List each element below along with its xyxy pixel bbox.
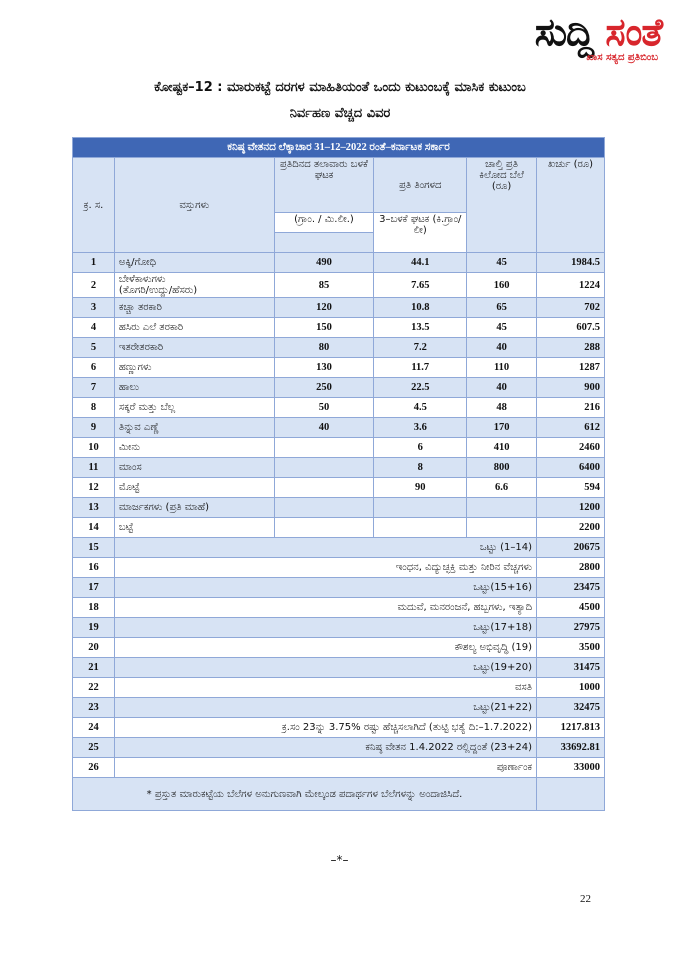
- monthly-qty: 44.1: [374, 253, 467, 273]
- item-name: ಸಕ್ಕರೆ ಮತ್ತು ಬೆಲ್ಲ: [114, 398, 274, 418]
- row-cost: 6400: [537, 458, 605, 478]
- row-cost: 2200: [537, 518, 605, 538]
- row-sno: 19: [73, 618, 115, 638]
- row-cost: 2800: [537, 558, 605, 578]
- row-sno: 15: [73, 538, 115, 558]
- row-sno: 20: [73, 638, 115, 658]
- summary-row: [73, 558, 605, 578]
- summary-label: ಒಟ್ಟು(15+16): [114, 578, 536, 598]
- row-sno: 6: [73, 358, 115, 378]
- end-mark: –*–: [330, 853, 349, 867]
- row-cost: 607.5: [537, 318, 605, 338]
- header-monthly: ಪ್ರತಿ ತಿಂಗಳದ: [374, 158, 467, 213]
- row-sno: 12: [73, 478, 115, 498]
- unit-price: 6.6: [467, 478, 537, 498]
- daily-qty: [274, 458, 374, 478]
- daily-qty: 80: [274, 338, 374, 358]
- summary-label: ವಸತಿ: [114, 678, 536, 698]
- item-name: ಹಣ್ಣುಗಳು: [114, 358, 274, 378]
- unit-price: 40: [467, 338, 537, 358]
- unit-price: 40: [467, 378, 537, 398]
- monthly-qty: [374, 498, 467, 518]
- monthly-qty: 13.5: [374, 318, 467, 338]
- summary-label: ಒಟ್ಟು(21+22): [114, 698, 536, 718]
- header-daily: ಪ್ರತಿದಿನದ ತಲಾವಾರು ಬಳಕೆ ಘಟಕ: [274, 158, 374, 213]
- monthly-qty: 8: [374, 458, 467, 478]
- row-cost: 33000: [537, 758, 605, 778]
- unit-price: [467, 518, 537, 538]
- item-name: ಹಾಲು: [114, 378, 274, 398]
- summary-row: [73, 638, 605, 658]
- item-name: ಇತರೇತರಕಾರಿ: [114, 338, 274, 358]
- row-cost: 1287: [537, 358, 605, 378]
- unit-price: 48: [467, 398, 537, 418]
- item-name: ಕಚ್ಚಾ ತರಕಾರಿ: [114, 298, 274, 318]
- item-name: ಬಟ್ಟೆ: [114, 518, 274, 538]
- table-row: [73, 298, 605, 318]
- daily-qty: 120: [274, 298, 374, 318]
- table-row: [73, 273, 605, 298]
- item-name: ಮೊಟ್ಟೆ: [114, 478, 274, 498]
- daily-qty: [274, 498, 374, 518]
- daily-qty: 85: [274, 273, 374, 298]
- item-name: ಮಾರ್ಜಕಗಳು (ಪ್ರತಿ ಮಾಹೆ): [114, 498, 274, 518]
- header-monthly-unit: 3–ಬಳಕೆ ಘಟಕ (ಕಿ.ಗ್ರಾಂ/ಲೀ): [374, 213, 467, 253]
- page-title-line2: ನಿರ್ವಹಣ ವೆಚ್ಚದ ವಿವರ: [289, 106, 391, 121]
- row-cost: 31475: [537, 658, 605, 678]
- table-row: [73, 418, 605, 438]
- summary-label: ಒಟ್ಟು(19+20): [114, 658, 536, 678]
- row-sno: 21: [73, 658, 115, 678]
- row-sno: 1: [73, 253, 115, 273]
- summary-label: ಕನಿಷ್ಠ ವೇತನ 1.4.2022 ರಲ್ಲಿದ್ದಂತೆ (23+24): [114, 738, 536, 758]
- table-row: [73, 338, 605, 358]
- monthly-qty: 90: [374, 478, 467, 498]
- item-name: ಅಕ್ಕಿ/ಗೋಧಿ: [114, 253, 274, 273]
- row-sno: 2: [73, 273, 115, 298]
- page-number: 22: [580, 893, 591, 905]
- daily-qty: 130: [274, 358, 374, 378]
- row-sno: 9: [73, 418, 115, 438]
- table-row: [73, 438, 605, 458]
- summary-row: [73, 738, 605, 758]
- summary-label: ಮದುವೆ, ಮನರಂಜನೆ, ಹಬ್ಬಗಳು, ಇತ್ಯಾದಿ: [114, 598, 536, 618]
- monthly-qty: 3.6: [374, 418, 467, 438]
- item-name: ಮೀನು: [114, 438, 274, 458]
- row-cost: 1217.813: [537, 718, 605, 738]
- row-sno: 11: [73, 458, 115, 478]
- header-daily-unit: (ಗ್ರಾಂ. / ಮಿ.ಲೀ.): [274, 213, 374, 233]
- monthly-qty: 7.2: [374, 338, 467, 358]
- unit-price: 110: [467, 358, 537, 378]
- unit-price: 65: [467, 298, 537, 318]
- row-cost: 27975: [537, 618, 605, 638]
- table-row: [73, 358, 605, 378]
- header-cost: ಖರ್ಚು (ರೂ): [537, 158, 605, 253]
- item-name: ಮಾಂಸ: [114, 458, 274, 478]
- table-row: [73, 498, 605, 518]
- row-cost: 3500: [537, 638, 605, 658]
- row-sno: 24: [73, 718, 115, 738]
- summary-label: ಒಟ್ಟು(17+18): [114, 618, 536, 638]
- row-cost: 702: [537, 298, 605, 318]
- summary-row: [73, 678, 605, 698]
- monthly-qty: [374, 518, 467, 538]
- header-price: ಚಾಲ್ತಿ ಪ್ರತಿ ಕಿಲೋದ ಬೆಲೆ (ರೂ): [467, 158, 537, 253]
- row-sno: 26: [73, 758, 115, 778]
- row-cost: 4500: [537, 598, 605, 618]
- row-cost: 1984.5: [537, 253, 605, 273]
- row-cost: 612: [537, 418, 605, 438]
- row-cost: 2460: [537, 438, 605, 458]
- row-cost: 23475: [537, 578, 605, 598]
- table-row: [73, 398, 605, 418]
- summary-row: [73, 698, 605, 718]
- monthly-qty: 7.65: [374, 273, 467, 298]
- item-name: ಬೇಳೆಕಾಳುಗಳು (ತೊಗರಿ/ಉದ್ದು/ಹೆಸರು): [114, 273, 274, 298]
- page-title-line1: ಕೋಷ್ಟಕ–12 : ಮಾರುಕಟ್ಟೆ ದರಗಳ ಮಾಹಿತಿಯಂತೆ ಒಂದು ಕುಟುಂಬಕ್ಕೆ ಮಾಸಿಕ ಕುಟುಂಬ: [154, 80, 526, 95]
- row-sno: 18: [73, 598, 115, 618]
- daily-qty: [274, 518, 374, 538]
- table-footnote: * ಪ್ರಸ್ತುತ ಮಾರುಕಟ್ಟೆಯ ಬೆಲೆಗಳ ಅನುಗುಣವಾಗಿ ಮೇಲ್ಕಂಡ ಪದಾರ್ಥಗಳ ಬೆಲೆಗಳನ್ನು ಅಂದಾಜಿಸಿದೆ.: [73, 778, 537, 811]
- logo-tagline: ಖಾಸ ಸತ್ಯದ ಪ್ರತಿಬಿಂಬ: [586, 52, 658, 63]
- table-row: [73, 253, 605, 273]
- row-cost: 216: [537, 398, 605, 418]
- row-cost: 1224: [537, 273, 605, 298]
- row-sno: 23: [73, 698, 115, 718]
- summary-row: [73, 758, 605, 778]
- row-cost: 1000: [537, 678, 605, 698]
- summary-label: ಕ್ರ.ಸಂ 23ನ್ನು 3.75% ರಷ್ಟು ಹೆಚ್ಚಿಸಲಾಗಿದೆ (ತುಟ್ಟಿ ಭತ್ಯೆ ದಿ:–1.7.2022): [114, 718, 536, 738]
- row-sno: 16: [73, 558, 115, 578]
- unit-price: 45: [467, 318, 537, 338]
- row-sno: 22: [73, 678, 115, 698]
- monthly-qty: 6: [374, 438, 467, 458]
- row-sno: 8: [73, 398, 115, 418]
- row-sno: 14: [73, 518, 115, 538]
- daily-qty: [274, 478, 374, 498]
- row-sno: 3: [73, 298, 115, 318]
- wage-calculation-table: [72, 137, 605, 811]
- row-cost: 288: [537, 338, 605, 358]
- unit-price: 410: [467, 438, 537, 458]
- row-sno: 25: [73, 738, 115, 758]
- item-name: ಹಸಿರು ಎಲೆ ತರಕಾರಿ: [114, 318, 274, 338]
- table-row: [73, 478, 605, 498]
- summary-row: [73, 598, 605, 618]
- row-cost: 900: [537, 378, 605, 398]
- item-name: ತಿನ್ನುವ ಎಣ್ಣೆ: [114, 418, 274, 438]
- table-row: [73, 458, 605, 478]
- summary-label: ಪೂರ್ಣಾಂಕ: [114, 758, 536, 778]
- monthly-qty: 22.5: [374, 378, 467, 398]
- summary-row: [73, 538, 605, 558]
- row-cost: 33692.81: [537, 738, 605, 758]
- summary-label: ಕೌಶಲ್ಯ ಅಭಿವೃದ್ಧಿ (19): [114, 638, 536, 658]
- row-sno: 13: [73, 498, 115, 518]
- row-sno: 17: [73, 578, 115, 598]
- logo-wordmark: ಸುದ್ದಿ ಸಂತೆ: [534, 10, 662, 54]
- row-cost: 32475: [537, 698, 605, 718]
- table-row: [73, 378, 605, 398]
- table-row: [73, 318, 605, 338]
- monthly-qty: 11.7: [374, 358, 467, 378]
- daily-qty: 150: [274, 318, 374, 338]
- summary-row: [73, 618, 605, 638]
- daily-qty: 40: [274, 418, 374, 438]
- row-cost: 20675: [537, 538, 605, 558]
- row-cost: 594: [537, 478, 605, 498]
- row-sno: 4: [73, 318, 115, 338]
- row-sno: 7: [73, 378, 115, 398]
- unit-price: 160: [467, 273, 537, 298]
- summary-row: [73, 658, 605, 678]
- table-row: [73, 518, 605, 538]
- row-cost: 1200: [537, 498, 605, 518]
- unit-price: 170: [467, 418, 537, 438]
- item-subtext: (ತೊಗರಿ/ಉದ್ದು/ಹೆಸರು): [118, 285, 198, 296]
- row-sno: 5: [73, 338, 115, 358]
- table-banner: ಕನಿಷ್ಠ ವೇತನದ ಲೆಕ್ಕಾಚಾರ 31–12–2022 ರಂತೆ–ಕರ್ನಾಟಕ ಸರ್ಕಾರ: [73, 138, 605, 158]
- daily-qty: 50: [274, 398, 374, 418]
- brand-logo: [470, 12, 670, 68]
- monthly-qty: 4.5: [374, 398, 467, 418]
- row-sno: 10: [73, 438, 115, 458]
- monthly-qty: 10.8: [374, 298, 467, 318]
- summary-row: [73, 578, 605, 598]
- unit-price: 800: [467, 458, 537, 478]
- summary-label: ಇಂಧನ, ವಿದ್ಯುಚ್ಛಕ್ತಿ ಮತ್ತು ನೀರಿನ ವೆಚ್ಚಗಳು: [114, 558, 536, 578]
- unit-price: 45: [467, 253, 537, 273]
- header-sno: ಕ್ರ. ಸ.: [73, 158, 115, 253]
- summary-label: ಒಟ್ಟು (1–14): [114, 538, 536, 558]
- daily-qty: [274, 438, 374, 458]
- summary-row: [73, 718, 605, 738]
- unit-price: [467, 498, 537, 518]
- daily-qty: 490: [274, 253, 374, 273]
- header-items: ವಸ್ತುಗಳು: [114, 158, 274, 253]
- daily-qty: 250: [274, 378, 374, 398]
